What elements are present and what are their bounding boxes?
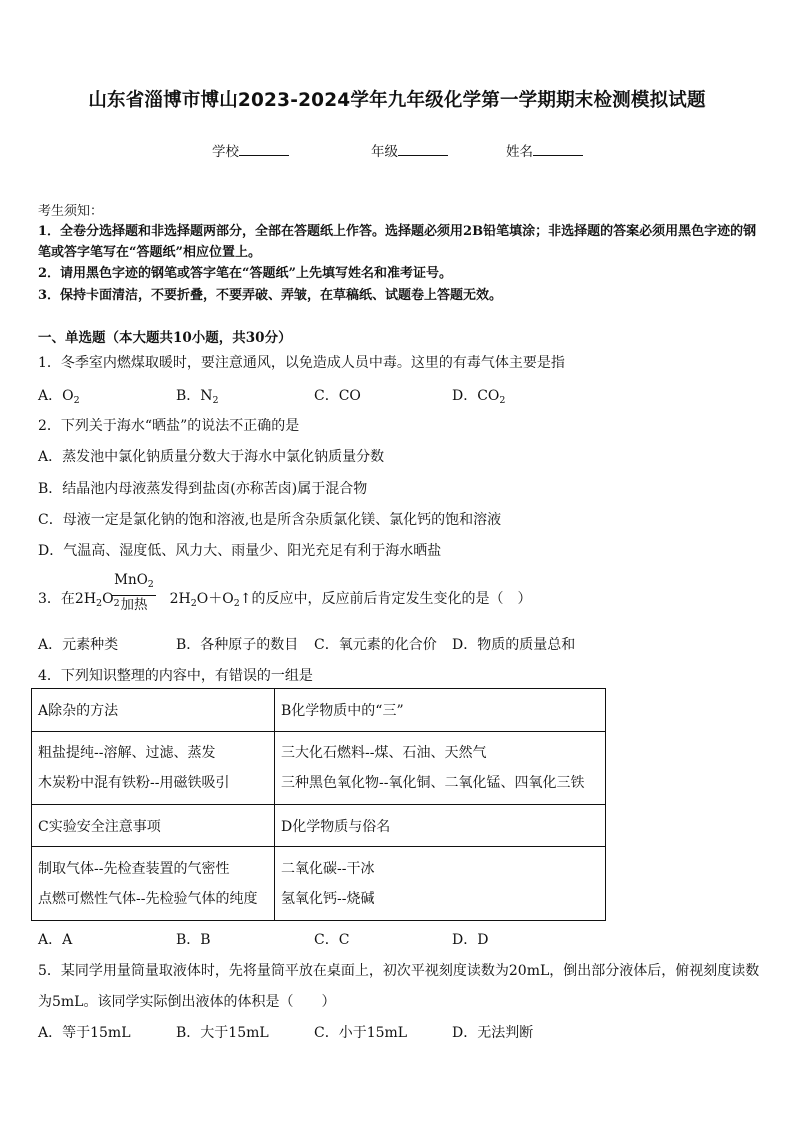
- question-5-stem-line-1: 5．某同学用量筒量取液体时，先将量筒平放在桌面上，初次平视刻度读数为20mL，倒出部分液体后，俯视刻度读数: [38, 963, 760, 979]
- q1-option-b[interactable]: [176, 385, 219, 406]
- cell-a-body: [32, 732, 275, 805]
- name-blank[interactable]: [533, 143, 583, 156]
- notice-heading: 考生须知：: [38, 204, 104, 219]
- question-1-stem: 1．冬季室内燃煤取暖时，要注意通风，以免造成人员中毒。这里的有毒气体主要是指: [38, 355, 565, 371]
- q3-mid1: O: [102, 591, 114, 607]
- heating-condition: 加热: [120, 597, 148, 613]
- table-row: [32, 805, 606, 847]
- q3-option-b[interactable]: B．各种原子的数目: [176, 637, 299, 653]
- q2-option-b[interactable]: B．结晶池内母液蒸发得到盐卤(亦称苦卤)属于混合物: [38, 481, 368, 497]
- q3-option-c[interactable]: C．氧元素的化合价: [314, 637, 437, 653]
- q1-option-b-sub: 2: [212, 395, 219, 406]
- catalyst-text: MnO: [114, 572, 148, 588]
- q3-option-d[interactable]: D．物质的质量总和: [452, 637, 576, 653]
- q4-option-b[interactable]: B．B: [176, 932, 211, 948]
- cell-c-body: [32, 847, 275, 921]
- q4-option-c[interactable]: C．C: [314, 932, 350, 948]
- q1-option-d[interactable]: [452, 385, 505, 406]
- name-label: 姓名: [506, 144, 533, 160]
- school-blank[interactable]: [239, 143, 289, 156]
- q3-sub4: 2: [233, 598, 240, 609]
- d-line-1: 二氧化碳--干冰: [281, 860, 375, 877]
- q2-option-a[interactable]: A．蒸发池中氯化钠质量分数大于海水中氯化钠质量分数: [38, 449, 385, 465]
- q1-option-a[interactable]: [38, 385, 80, 406]
- notice-item-3: 3．保持卡面清洁，不要折叠，不要弄破、弄皱，在草稿纸、试题卷上答题无效。: [38, 288, 503, 303]
- table-row: [32, 689, 606, 732]
- grade-label: 年级: [371, 144, 398, 160]
- question-4-stem: 4．下列知识整理的内容中，有错误的一组是: [38, 668, 313, 684]
- q5-option-c[interactable]: C．小于15mL: [314, 1025, 408, 1041]
- grade-blank[interactable]: [398, 143, 448, 156]
- school-field[interactable]: [212, 140, 289, 160]
- name-field[interactable]: [506, 140, 583, 160]
- table-row: [32, 732, 606, 805]
- q1-option-a-text: A．O: [38, 388, 74, 404]
- cell-d-body: [275, 847, 606, 921]
- cell-b-body: [275, 732, 606, 805]
- q2-option-d[interactable]: D．气温高、湿度低、风力大、雨量少、阳光充足有利于海水晒盐: [38, 543, 442, 559]
- q3-sub2: 2: [113, 598, 120, 609]
- knowledge-table: [31, 688, 606, 921]
- catalyst: [112, 572, 156, 596]
- q5-option-b[interactable]: B．大于15mL: [176, 1025, 269, 1041]
- d-line-2: 氢氧化钙--烧碱: [281, 890, 375, 907]
- q3-sub1: 2: [96, 598, 103, 609]
- catalyst-sub: 2: [147, 579, 154, 590]
- q3-prefix: 3．在2H: [38, 591, 97, 607]
- b-line-2: 三种黑色氧化物--氧化铜、二氧化锰、四氧化三铁: [281, 775, 585, 791]
- q5-option-d[interactable]: D．无法判断: [452, 1025, 534, 1041]
- grade-field[interactable]: [371, 140, 448, 160]
- q1-option-d-text: D．CO: [452, 388, 500, 404]
- question-5-stem-line-2: 为5mL。该同学实际倒出液体的体积是（ ）: [38, 994, 336, 1010]
- page-title: 山东省淄博市博山2023-2024学年九年级化学第一学期期末检测模拟试题: [88, 90, 706, 111]
- q4-option-d[interactable]: D．D: [452, 932, 489, 948]
- q3-product2: O＋O: [196, 591, 234, 607]
- q2-option-c[interactable]: C．母液一定是氯化钠的饱和溶液,也是所含杂质氯化镁、氯化钙的饱和溶液: [38, 512, 502, 528]
- cell-c-head: C实验安全注意事项: [32, 805, 275, 847]
- q3-product: 2H: [169, 591, 191, 607]
- q4-option-a[interactable]: A．A: [38, 932, 73, 948]
- a-line-2: 木炭粉中混有铁粉--用磁铁吸引: [38, 775, 230, 791]
- cell-a-head: A除杂的方法: [32, 689, 275, 732]
- q5-option-a[interactable]: A．等于15mL: [38, 1025, 131, 1041]
- q1-option-d-sub: 2: [499, 395, 506, 406]
- question-2-stem: 2．下列关于海水“晒盐”的说法不正确的是: [38, 418, 300, 434]
- c-line-1: 制取气体--先检查装置的气密性: [38, 860, 230, 877]
- school-label: 学校: [212, 144, 239, 160]
- q3-option-a[interactable]: A．元素种类: [38, 637, 119, 653]
- q1-option-c[interactable]: C．CO: [314, 388, 361, 404]
- q1-option-b-text: B．N: [176, 388, 213, 404]
- b-line-1: 三大化石燃料--煤、石油、天然气: [281, 745, 487, 761]
- q3-suffix: ↑的反应中，反应前后肯定发生变化的是（ ）: [239, 591, 532, 607]
- notice-item-2: 2．请用黑色字迹的钢笔或答字笔在“答题纸”上先填写姓名和准考证号。: [38, 266, 453, 281]
- q1-option-a-sub: 2: [73, 395, 80, 406]
- c-line-2: 点燃可燃性气体--先检验气体的纯度: [38, 890, 258, 907]
- cell-d-head: D化学物质与俗名: [275, 805, 606, 847]
- section-title: 一、单选题（本大题共10小题，共30分）: [38, 330, 292, 346]
- reaction-condition: [112, 572, 156, 614]
- q3-sub3: 2: [190, 598, 197, 609]
- cell-b-head: B化学物质中的“三”: [275, 689, 606, 732]
- notice-item-1: 1．全卷分选择题和非选择题两部分，全部在答题纸上作答。选择题必须用2B铅笔填涂；非选择题的答案必须用黑色字迹的钢笔或答字笔写在“答题纸”相应位置上。: [38, 224, 757, 260]
- table-row: [32, 847, 606, 921]
- a-line-1: 粗盐提纯--溶解、过滤、蒸发: [38, 745, 216, 761]
